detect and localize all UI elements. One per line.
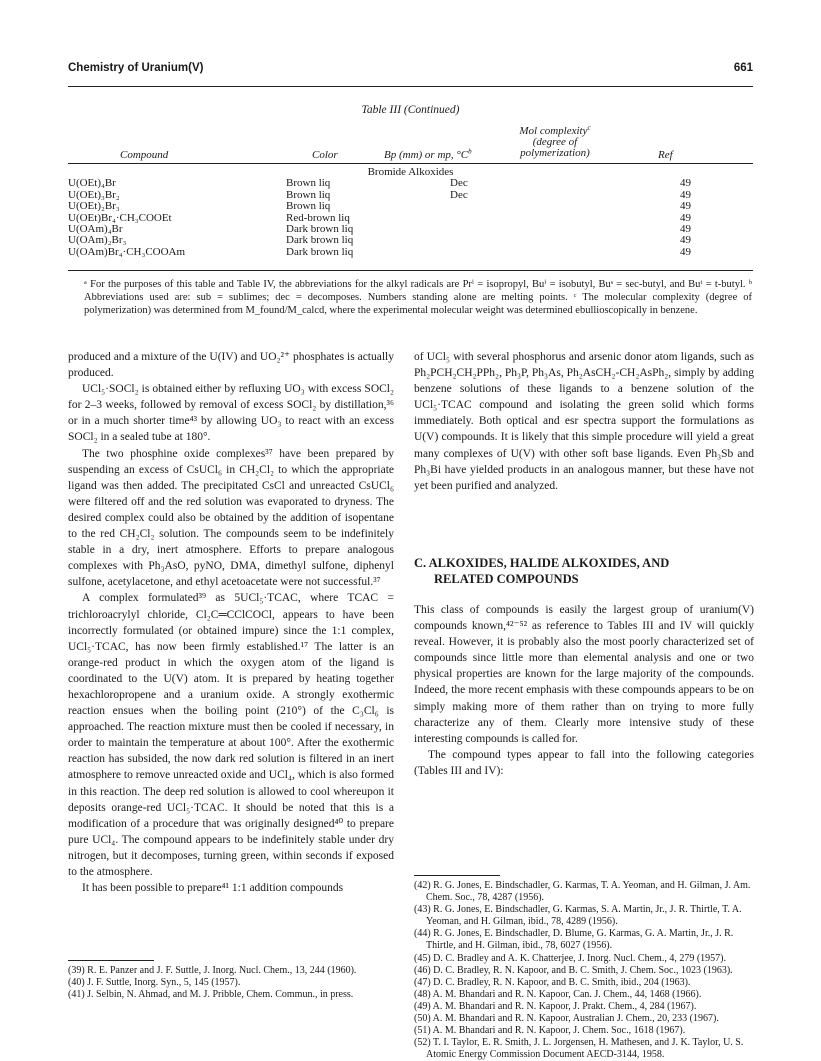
reference-entry: (44) R. G. Jones, E. Bindschadler, D. Blume, G. Karmas, G. A. Martin, Jr., J. R. Thirtle, and H. Gilman, ibid., 78, 6027 (1956). [414, 928, 734, 952]
col-header-mol-line2: (degree of [532, 136, 578, 148]
cell-compound: U(OEt)₃Br₂ [68, 188, 120, 201]
table-body [68, 167, 753, 258]
col-header-mol-complexity [500, 123, 610, 159]
col-header-bp [384, 147, 472, 161]
col-header-bp-footnote-mark: b [468, 147, 472, 156]
reference-entry: (43) R. G. Jones, E. Bindschadler, G. Karmas, S. A. Martin, Jr., J. R. Thirtle, T. A. Yeoman, and H. Gilman, ibid., 78, 4289 (1956). [414, 904, 742, 928]
left-column [68, 349, 394, 896]
cell-ref: 49 [680, 177, 691, 190]
reference-entry: (46) D. C. Bradley, R. N. Kapoor, and B. C. Smith, J. Chem. Soc., 1023 (1963). [414, 964, 733, 976]
cell-bp: Dec [450, 188, 468, 201]
left-paragraph-4: A complex formulated³⁹ as 5UCl₅·TCAC, where TCAC = trichloroacrylyl chloride, Cl₂C═CClCOCl, appears to have been incorrectly formulated (or obtained impure) since the 1:1 complex, UCl₅·TCAC, has now been firmly established.¹⁷ The latter is an orange-red product in which the oxygen atom of the ligand is coordinated to the U(V) atom. It is prepared by heating together hexachloropropene and a uranium oxide. A strongly exothermic reaction ensues when the boiling point (210°) of the C₃Cl₆ is approached. The reaction mixture must then be cooled if necessary, in order to maintain the temperature at about 100°. After the exothermic reaction has subsided, the now dark red solution is filtered in an inert atmosphere to remove unreacted oxide and UCl₄, which is also formed in this reaction. The deep red solution is allowed to cool whereupon it deposits orange-red UCl₅·TCAC. It should be noted that this is a modification of a procedure that was originally designed⁴⁰ to prepare pure UCl₄. The compound appears to be indefinitely stable under dry nitrogen, but it decomposes, turning green, within seconds if exposed to the atmosphere. [68, 592, 394, 878]
cell-color: Dark brown liq [286, 245, 354, 258]
cell-color: Red-brown liq [286, 211, 350, 224]
cell-mol [574, 235, 680, 246]
table-row [68, 247, 753, 258]
reference-entry: (50) A. M. Bhandari and R. N. Kapoor, Australian J. Chem., 20, 233 (1967). [414, 1013, 719, 1025]
table-row [68, 190, 753, 201]
col-header-mol-footnote-mark: c [587, 123, 591, 132]
table-bottom-rule [68, 270, 753, 271]
col-header-mol-line3: polymerization) [520, 147, 590, 159]
cell-ref: 49 [680, 234, 691, 247]
table-section-row [68, 167, 753, 178]
left-paragraph-2: UCl₅·SOCl₂ is obtained either by refluxing UO₃ with excess SOCl₂ for 2–3 weeks, followed by removal of excess SOCl₂ by distillation,³⁶ or in a much shorter time⁴³ by allowing UO₃ to react with an excess SOCl₂ in a sealed tube at 180°. [68, 383, 394, 444]
reference-entry: (52) T. I. Taylor, E. R. Smith, J. L. Jorgensen, H. Mathesen, and J. K. Taylor, U. S. Atomic Energy Commission Document AECD-3144, 1958. [414, 1037, 744, 1061]
table-row [68, 201, 753, 212]
cell-bp [396, 235, 574, 246]
cell-mol [574, 201, 680, 212]
reference-entry: (47) D. C. Bradley, R. N. Kapoor, and B. C. Smith, ibid., 204 (1963). [414, 976, 691, 988]
right-paragraph-1: of UCl₅ with several phosphorus and arsenic donor atom ligands, such as Ph₂PCH₂CH₂PPh₂, Ph₃P, Ph₃As, Ph₂AsCH₂-CH₂AsPh₂, simply by adding benzene solutions of these ligands to a benzene solution of the UCl₅·TCAC compound and isolating the green solid which forms immediately. Both optical and esr spectra support the formulations as U(V) compounds. It is likely that this simple procedure will yield a great many complexes of U(V) with other soft base ligands. Even Ph₃Sb and Ph₃Bi have yielded products in an analogous manner, but these have not yet been purified and analyzed. [414, 351, 754, 492]
cell-bp [396, 213, 574, 224]
cell-color: Brown liq [286, 200, 331, 213]
left-paragraph-3: The two phosphine oxide complexes³⁷ have been prepared by suspending an excess of CsUCl₆ in CH₂Cl₂ to which the appropriate ligand was then added. The precipitated CsCl and unreacted CsUCl₆ were filtered off and the red solution was evaporated to dryness. The desired complex could also be obtained by the addition of isopentane to the red CH₂Cl₂ solution. The compounds seem to be indefinitely stable in a dry, inert atmosphere. Efforts to prepare analogous complexes with Ph₃AsO, pyNO, DMA, dimethyl sulfone, diphenyl sulfone, acetylacetone, and ethyl acetoacetate were not successful.³⁷ [68, 447, 394, 589]
table-caption: Table III (Continued) [361, 104, 460, 116]
reference-entry: (40) J. F. Suttle, Inorg. Syn., 5, 145 (1957). [68, 977, 241, 989]
section-heading-line2: RELATED COMPOUNDS [434, 572, 579, 586]
reference-entry: (42) R. G. Jones, E. Bindschadler, G. Karmas, T. A. Yeoman, and H. Gilman, J. Am. Chem. Soc., 78, 4287 (1956). [414, 880, 751, 904]
table-row [68, 213, 753, 224]
right-column-bottom [414, 602, 754, 779]
cell-compound: U(OEt)Br₄·CH₃COOEt [68, 211, 172, 224]
left-refs-rule [68, 960, 154, 961]
cell-ref: 49 [680, 200, 691, 213]
section-heading [414, 555, 754, 587]
cell-color: Brown liq [286, 188, 331, 201]
reference-entry: (49) A. M. Bhandari and R. N. Kapoor, J. Prakt. Chem., 4, 284 (1967). [414, 1000, 697, 1012]
cell-ref: 49 [680, 223, 691, 236]
left-paragraph-5: It has been possible to prepare⁴¹ 1:1 addition compounds [82, 882, 344, 895]
left-paragraph-1: produced and a mixture of the U(IV) and UO₂²⁺ phosphates is actually produced. [68, 351, 394, 380]
running-header-title: Chemistry of Uranium(V) [68, 62, 204, 74]
cell-compound: U(OEt)₂Br₃ [68, 200, 120, 213]
cell-compound: U(OAm)₄Br [68, 223, 123, 236]
reference-entry: (41) J. Selbin, N. Ahmad, and M. J. Pribble, Chem. Commun., in press. [68, 989, 354, 1001]
cell-mol [574, 213, 680, 224]
table-row [68, 224, 753, 235]
cell-mol [574, 178, 680, 189]
cell-compound: U(OAm)Br₄·CH₃COOAm [68, 245, 186, 258]
right-paragraph-3: The compound types appear to fall into the following categories (Tables III and IV): [414, 748, 754, 777]
table-iii [68, 167, 753, 258]
cell-ref: 49 [680, 211, 691, 224]
reference-entry: (45) D. C. Bradley and A. K. Chatterjee, J. Inorg. Nucl. Chem., 4, 279 (1957). [414, 952, 726, 964]
right-paragraph-2: This class of compounds is easily the largest group of uranium(V) compounds known,⁴²⁻⁵² as reference to Tables III and IV will quickly reveal. However, it is probably also the most poorly characterized set of compounds since little more than elemental analysis and one or two physical properties are known for the large majority of the compounds. Indeed, the more recent emphasis with these compounds appears to be on simply making more of them rather than on trying to more fully characterize any of them. Clearly more intensive study of these interesting compounds is called for. [414, 604, 754, 745]
col-header-ref: Ref [658, 149, 673, 161]
cell-bp: Dec [450, 177, 468, 190]
cell-bp [396, 247, 574, 258]
reference-entry: (39) R. E. Panzer and J. F. Suttle, J. Inorg. Nucl. Chem., 13, 244 (1960). [68, 965, 357, 976]
cell-bp [396, 201, 574, 212]
right-column-top [414, 349, 754, 494]
cell-ref: 49 [680, 245, 691, 258]
cell-compound: U(OEt)₄Br [68, 177, 116, 190]
col-header-bp-label: Bp (mm) or mp, °C [384, 149, 469, 161]
left-references [68, 965, 394, 1001]
right-references [414, 880, 754, 1061]
table-footnotes: ᵃ For the purposes of this table and Table IV, the abbreviations for the alkyl radicals are Prⁱ = isopropyl, Buⁱ = isobutyl, Buˢ = sec-butyl, and Buᵗ = t-butyl. ᵇ Abbreviations used are: sub = sublimes; dec = decomposes. Numbers standing alone are melting points. ᶜ The molecular complexity (degree of polymerization) was determined from M_found/M_calcd, where the experimental molecular weight was determined ebullioscopically in benzene. [84, 279, 752, 316]
col-header-color: Color [312, 149, 338, 161]
cell-mol [574, 190, 680, 201]
cell-color: Dark brown liq [286, 234, 354, 247]
table-section-label: Bromide Alkoxides [367, 166, 454, 178]
col-header-compound: Compound [120, 149, 169, 161]
table-header-rule [68, 163, 753, 164]
cell-color: Brown liq [286, 177, 331, 190]
page-number: 661 [733, 62, 753, 74]
section-heading-line1: C. ALKOXIDES, HALIDE ALKOXIDES, AND [414, 556, 670, 570]
table-row [68, 178, 753, 189]
cell-mol [574, 247, 680, 258]
cell-mol [574, 224, 680, 235]
reference-entry: (48) A. M. Bhandari and R. N. Kapoor, Can. J. Chem., 44, 1468 (1966). [414, 988, 702, 1000]
header-rule [68, 86, 753, 87]
cell-bp [396, 224, 574, 235]
cell-ref: 49 [680, 188, 691, 201]
reference-entry: (51) A. M. Bhandari and R. N. Kapoor, J. Chem. Soc., 1618 (1967). [414, 1025, 686, 1037]
cell-color: Dark brown liq [286, 223, 354, 236]
col-header-mol-label: Mol complexity [519, 125, 588, 137]
right-refs-rule [414, 875, 500, 876]
cell-compound: U(OAm)₂Br₃ [68, 234, 127, 247]
